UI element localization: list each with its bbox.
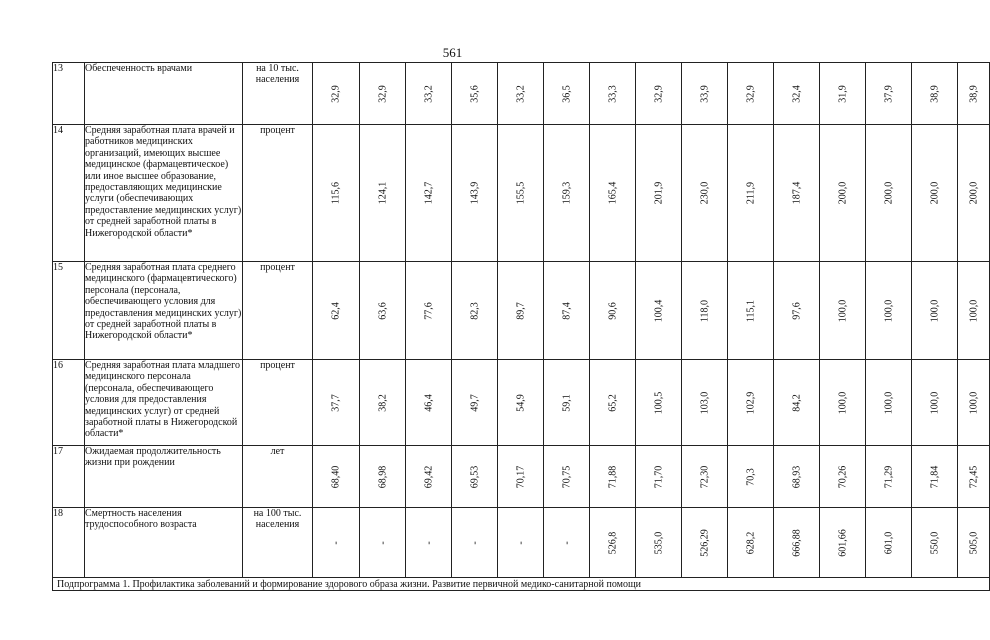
value-cell xyxy=(313,125,360,262)
value-cell xyxy=(590,63,636,125)
table-row xyxy=(53,125,990,262)
value-cell xyxy=(360,63,406,125)
indicators-table xyxy=(52,62,990,591)
row-number: 17 xyxy=(53,446,85,508)
value-text: 65,2 xyxy=(606,393,618,412)
value-cell xyxy=(774,446,820,508)
value-text: 143,9 xyxy=(468,181,480,205)
value-cell xyxy=(544,63,590,125)
value-cell xyxy=(682,508,728,578)
value-text: 36,5 xyxy=(560,84,572,103)
value-text: 33,9 xyxy=(698,84,710,103)
value-text: 33,3 xyxy=(606,84,618,103)
value-text: 187,4 xyxy=(790,181,802,205)
value-cell xyxy=(774,508,820,578)
value-cell xyxy=(590,360,636,446)
value-cell xyxy=(774,262,820,360)
value-cell xyxy=(820,360,866,446)
value-cell xyxy=(912,63,958,125)
table-row xyxy=(53,446,990,508)
value-text: 38,2 xyxy=(376,393,388,412)
value-text: 62,4 xyxy=(330,301,342,320)
value-cell xyxy=(636,125,682,262)
value-cell xyxy=(728,446,774,508)
value-cell xyxy=(452,446,498,508)
value-cell xyxy=(313,360,360,446)
value-text: 70,3 xyxy=(744,467,756,486)
value-text: 526,29 xyxy=(698,528,710,557)
value-text: 68,98 xyxy=(376,465,388,488)
value-text: 628,2 xyxy=(744,531,756,554)
value-text: - xyxy=(514,540,526,545)
indicator-name: Обеспеченность врачами xyxy=(85,63,243,125)
value-text: 31,9 xyxy=(836,84,848,103)
value-cell xyxy=(498,262,544,360)
value-text: 100,0 xyxy=(928,391,940,414)
value-text: 71,29 xyxy=(882,465,894,488)
value-cell xyxy=(728,63,774,125)
value-text: 71,84 xyxy=(928,465,940,488)
row-number: 16 xyxy=(53,360,85,446)
table-row xyxy=(53,360,990,446)
value-text: 100,0 xyxy=(882,391,894,414)
value-text: - xyxy=(468,540,480,545)
value-text: 165,4 xyxy=(606,181,618,205)
value-text: 102,9 xyxy=(744,391,756,414)
value-text: 200,0 xyxy=(928,181,940,205)
value-cell xyxy=(313,508,360,578)
value-text: 100,4 xyxy=(652,299,664,322)
value-cell xyxy=(958,125,990,262)
value-cell xyxy=(682,446,728,508)
subprogram-caption: Подпрограмма 1. Профилактика заболеваний и формирование здорового образа жизни. Развитие первичной медико-санитарной помощи xyxy=(53,578,990,591)
value-text: 142,7 xyxy=(422,181,434,205)
value-cell xyxy=(544,446,590,508)
value-cell xyxy=(452,360,498,446)
value-cell xyxy=(820,262,866,360)
value-cell xyxy=(958,446,990,508)
value-cell xyxy=(912,360,958,446)
value-text: 200,0 xyxy=(882,181,894,205)
table-row xyxy=(53,262,990,360)
value-text: 200,0 xyxy=(967,181,979,205)
value-text: 115,1 xyxy=(744,299,756,322)
value-text: 601,0 xyxy=(882,531,894,554)
value-text: 69,53 xyxy=(468,465,480,488)
value-cell xyxy=(498,360,544,446)
indicator-name: Средняя заработная плата врачей и работников медицинских организаций, имеющих высшее медицинское (фармацевтическое) или иное высшее образование, предоставляющих медицинские услуги (обеспечивающих предоставление медицинских услуг) от средней заработной платы в Нижегородской области* xyxy=(85,125,243,262)
value-text: 100,0 xyxy=(967,391,979,414)
value-text: 115,6 xyxy=(330,181,342,205)
value-cell xyxy=(590,262,636,360)
value-cell xyxy=(636,360,682,446)
table-row xyxy=(53,63,990,125)
value-text: 84,2 xyxy=(790,393,802,412)
value-text: 72,30 xyxy=(698,465,710,488)
row-number: 13 xyxy=(53,63,85,125)
value-cell xyxy=(820,63,866,125)
unit-of-measure: на 100 тыс. населения xyxy=(243,508,313,578)
value-text: 159,3 xyxy=(560,181,572,205)
indicator-name: Ожидаемая продолжительность жизни при рождении xyxy=(85,446,243,508)
value-text: 37,9 xyxy=(882,84,894,103)
value-text: 211,9 xyxy=(744,181,756,205)
value-text: 69,42 xyxy=(422,465,434,488)
value-cell xyxy=(313,262,360,360)
value-text: - xyxy=(560,540,572,545)
value-text: 49,7 xyxy=(468,393,480,412)
value-cell xyxy=(866,63,912,125)
value-cell xyxy=(912,508,958,578)
value-cell xyxy=(866,508,912,578)
table-row xyxy=(53,508,990,578)
value-cell xyxy=(820,508,866,578)
value-text: 97,6 xyxy=(790,301,802,320)
value-cell xyxy=(544,508,590,578)
value-text: 90,6 xyxy=(606,301,618,320)
value-text: 200,0 xyxy=(836,181,848,205)
value-text: 70,17 xyxy=(514,465,526,488)
value-text: 32,4 xyxy=(790,84,802,103)
value-text: 33,2 xyxy=(422,84,434,103)
value-cell xyxy=(498,125,544,262)
value-cell xyxy=(406,125,452,262)
value-cell xyxy=(360,262,406,360)
value-cell xyxy=(406,262,452,360)
row-number: 15 xyxy=(53,262,85,360)
value-text: 230,0 xyxy=(698,181,710,205)
value-text: 32,9 xyxy=(330,84,342,103)
value-cell xyxy=(636,446,682,508)
value-text: 63,6 xyxy=(376,301,388,320)
value-text: 59,1 xyxy=(560,393,572,412)
value-text: 124,1 xyxy=(376,181,388,205)
value-cell xyxy=(406,508,452,578)
value-text: 70,75 xyxy=(560,465,572,488)
unit-of-measure: лет xyxy=(243,446,313,508)
value-text: 37,7 xyxy=(330,393,342,412)
value-cell xyxy=(682,125,728,262)
value-text: 100,0 xyxy=(967,299,979,322)
value-cell xyxy=(313,63,360,125)
value-cell xyxy=(313,446,360,508)
value-cell xyxy=(866,125,912,262)
value-cell xyxy=(590,508,636,578)
value-text: 535,0 xyxy=(652,531,664,554)
value-cell xyxy=(406,446,452,508)
value-text: 68,40 xyxy=(330,465,342,488)
value-text: 77,6 xyxy=(422,301,434,320)
value-text: 666,88 xyxy=(790,528,802,557)
value-cell xyxy=(590,125,636,262)
value-cell xyxy=(728,508,774,578)
value-text: 100,5 xyxy=(652,391,664,414)
value-cell xyxy=(958,262,990,360)
value-cell xyxy=(958,360,990,446)
indicator-name: Средняя заработная плата младшего медицинского персонала (персонала, обеспечивающего условия для предоставления медицинских услуг) от средней заработной платы в Нижегородской области* xyxy=(85,360,243,446)
value-text: - xyxy=(422,540,434,545)
value-text: 32,9 xyxy=(744,84,756,103)
value-cell xyxy=(682,262,728,360)
unit-of-measure: процент xyxy=(243,360,313,446)
value-text: 100,0 xyxy=(836,391,848,414)
value-text: 550,0 xyxy=(928,531,940,554)
value-cell xyxy=(406,360,452,446)
value-cell xyxy=(636,63,682,125)
value-cell xyxy=(452,508,498,578)
value-text: 201,9 xyxy=(652,181,664,205)
value-cell xyxy=(728,125,774,262)
value-cell xyxy=(452,262,498,360)
value-text: 32,9 xyxy=(652,84,664,103)
value-cell xyxy=(958,508,990,578)
value-cell xyxy=(544,125,590,262)
value-cell xyxy=(544,360,590,446)
value-cell xyxy=(636,508,682,578)
unit-of-measure: процент xyxy=(243,125,313,262)
value-cell xyxy=(820,125,866,262)
value-cell xyxy=(728,360,774,446)
value-cell xyxy=(636,262,682,360)
value-text: 35,6 xyxy=(468,84,480,103)
value-text: 54,9 xyxy=(514,393,526,412)
value-text: 526,8 xyxy=(606,531,618,554)
value-cell xyxy=(360,360,406,446)
value-cell xyxy=(360,125,406,262)
value-cell xyxy=(498,446,544,508)
value-cell xyxy=(866,262,912,360)
value-text: 46,4 xyxy=(422,393,434,412)
value-text: 68,93 xyxy=(790,465,802,488)
row-number: 18 xyxy=(53,508,85,578)
value-cell xyxy=(774,360,820,446)
value-cell xyxy=(498,508,544,578)
value-cell xyxy=(866,446,912,508)
value-text: 118,0 xyxy=(698,299,710,322)
value-cell xyxy=(958,63,990,125)
value-cell xyxy=(452,63,498,125)
value-cell xyxy=(360,508,406,578)
value-cell xyxy=(728,262,774,360)
value-cell xyxy=(774,125,820,262)
value-text: 33,2 xyxy=(514,84,526,103)
value-text: - xyxy=(330,540,342,545)
value-cell xyxy=(590,446,636,508)
value-cell xyxy=(912,125,958,262)
value-text: 155,5 xyxy=(514,181,526,205)
value-text: - xyxy=(376,540,388,545)
value-cell xyxy=(682,63,728,125)
value-cell xyxy=(774,63,820,125)
value-cell xyxy=(912,446,958,508)
value-text: 82,3 xyxy=(468,301,480,320)
indicator-name: Смертность населения трудоспособного возраста xyxy=(85,508,243,578)
value-cell xyxy=(544,262,590,360)
value-text: 71,88 xyxy=(606,465,618,488)
value-text: 505,0 xyxy=(967,531,979,554)
value-cell xyxy=(820,446,866,508)
page-number: 561 xyxy=(442,45,463,60)
unit-of-measure: на 10 тыс. населения xyxy=(243,63,313,125)
value-text: 72,45 xyxy=(967,465,979,488)
value-cell xyxy=(682,360,728,446)
unit-of-measure: процент xyxy=(243,262,313,360)
value-text: 89,7 xyxy=(514,301,526,320)
value-cell xyxy=(452,125,498,262)
value-text: 87,4 xyxy=(560,301,572,320)
value-text: 100,0 xyxy=(928,299,940,322)
value-text: 71,70 xyxy=(652,465,664,488)
value-cell xyxy=(360,446,406,508)
value-text: 100,0 xyxy=(882,299,894,322)
value-text: 103,0 xyxy=(698,391,710,414)
row-number: 14 xyxy=(53,125,85,262)
value-text: 100,0 xyxy=(836,299,848,322)
value-cell xyxy=(866,360,912,446)
value-text: 601,66 xyxy=(836,528,848,557)
value-cell xyxy=(406,63,452,125)
value-text: 70,26 xyxy=(836,465,848,488)
value-cell xyxy=(912,262,958,360)
value-text: 38,9 xyxy=(928,84,940,103)
value-cell xyxy=(498,63,544,125)
indicator-name: Средняя заработная плата среднего медицинского (фармацевтического) персонала (персонала, обеспечивающего условия для предоставления медицинских услуг) от средней заработной платы в Нижегородской области* xyxy=(85,262,243,360)
value-text: 32,9 xyxy=(376,84,388,103)
value-text: 38,9 xyxy=(967,84,979,103)
